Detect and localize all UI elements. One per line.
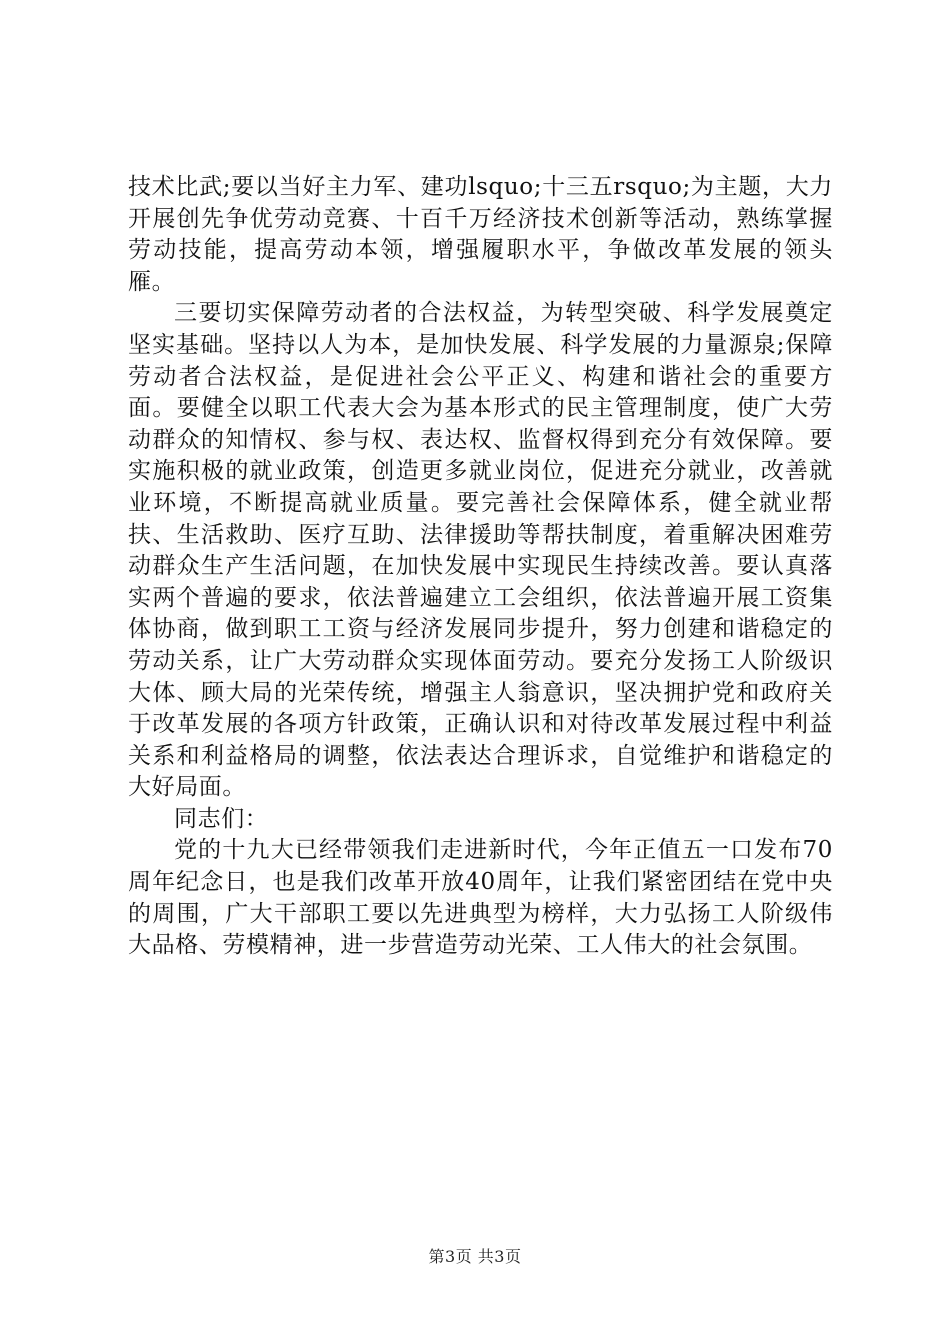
body-text [128, 172, 833, 962]
paragraph-1: 技术比武;要以当好主力军、建功lsquo;十三五rsquo;为主题，大力开展创先争优劳动竞赛、十百千万经济技术创新等活动，熟练掌握劳动技能，提高劳动本领，增强履职水平，争做改革发展的领头雁。 [128, 174, 833, 295]
page-footer: 第3页 共3页 [428, 1247, 522, 1266]
paragraph-4: 党的十九大已经带领我们走进新时代，今年正值五一口发布70周年纪念日，也是我们改革开放40周年，让我们紧密团结在党中央的周围，广大干部职工要以先进典型为榜样，大力弘扬工人阶级伟大品格、劳模精神，进一步营造劳动光荣、工人伟大的社会氛围。 [128, 837, 833, 959]
paragraph-3: 同志们： [174, 805, 269, 832]
paragraph-2: 三要切实保障劳动者的合法权益，为转型突破、科学发展奠定坚实基础。坚持以人为本，是加快发展、科学发展的力量源泉;保障劳动者合法权益，是促进社会公平正义、构建和谐社会的重要方面。要健全以职工代表大会为基本形式的民主管理制度，使广大劳动群众的知情权、参与权、表达权、监督权得到充分有效保障。要实施积极的就业政策，创造更多就业岗位，促进充分就业，改善就业环境，不断提高就业质量。要完善社会保障体系，健全就业帮扶、生活救助、医疗互助、法律援助等帮扶制度，着重解决困难劳动群众生产生活问题，在加快发展中实现民生持续改善。要认真落实两个普遍的要求，依法普遍建立工会组织，依法普遍开展工资集体协商，做到职工工资与经济发展同步提升，努力创建和谐稳定的劳动关系，让广大劳动群众实现体面劳动。要充分发扬工人阶级识大体、顾大局的光荣传统，增强主人翁意识，坚决拥护党和政府关于改革发展的各项方针政策，正确认识和对待改革发展过程中利益关系和利益格局的调整，依法表达合理诉求，自觉维护和谐稳定的大好局面。 [128, 300, 833, 801]
